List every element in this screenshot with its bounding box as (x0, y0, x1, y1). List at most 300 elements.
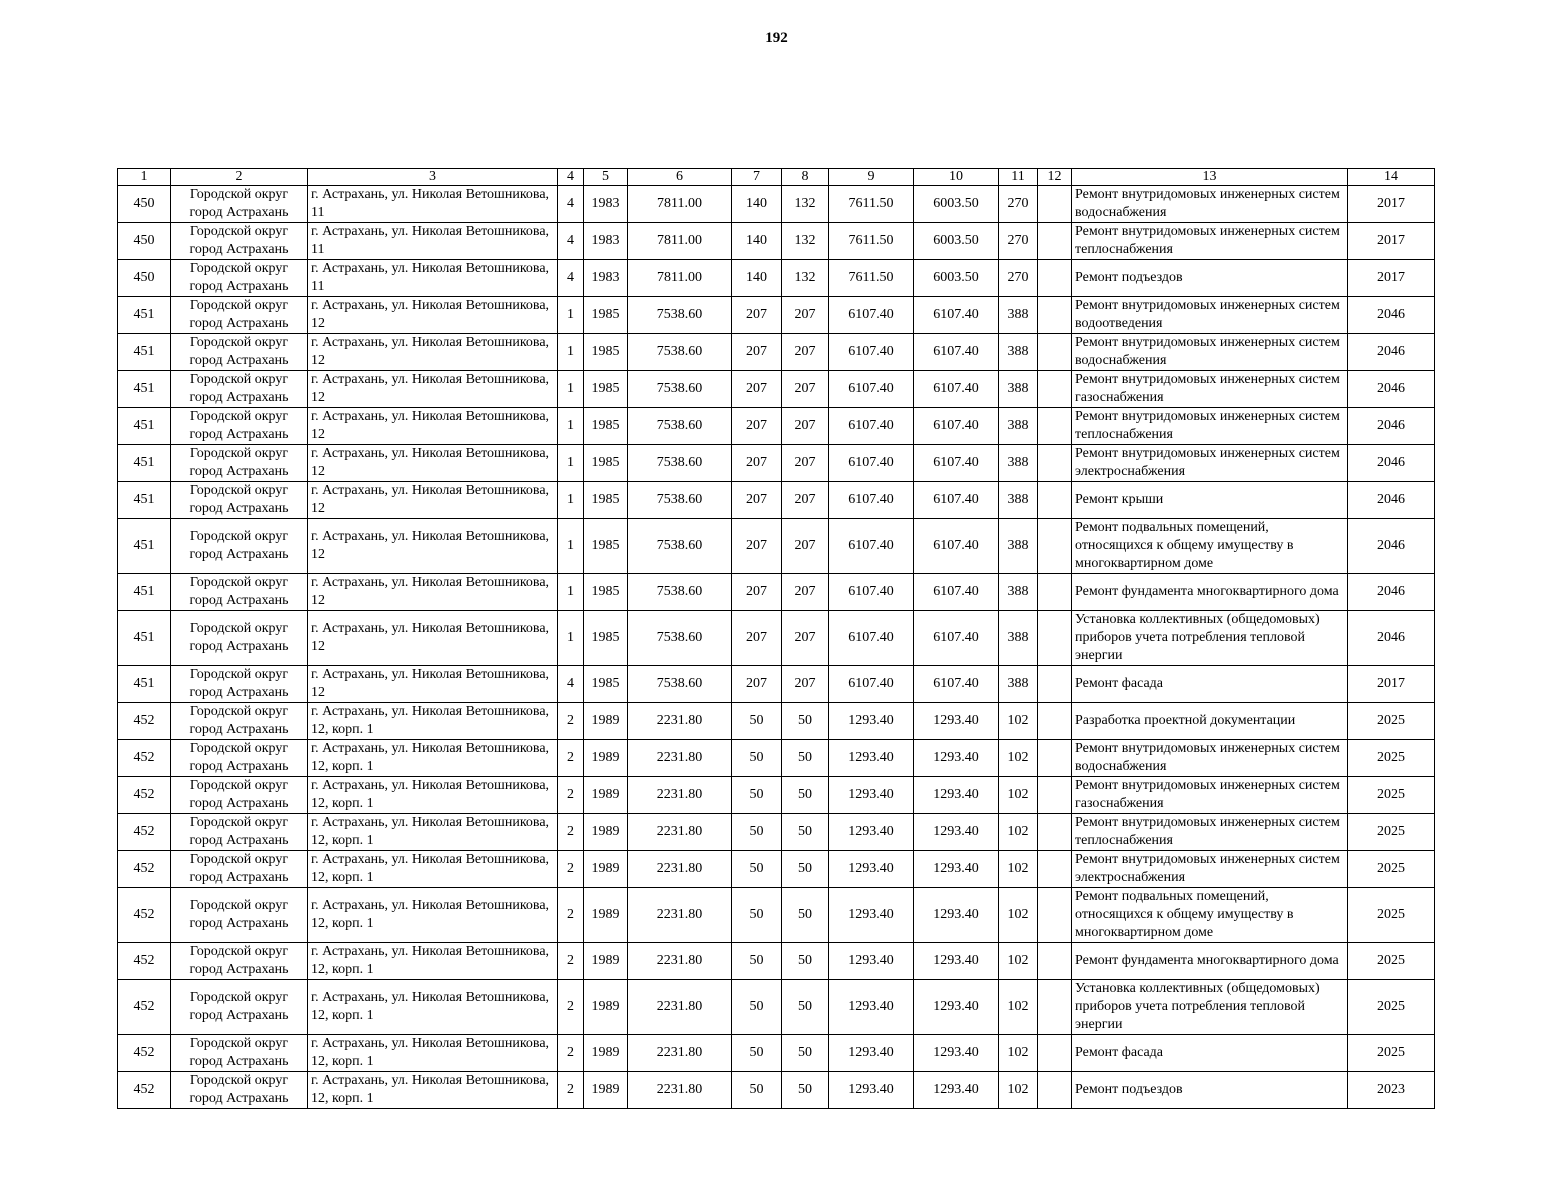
year-built-cell: 1989 (584, 1072, 628, 1109)
work-type-cell: Ремонт внутридомовых инженерных систем водоснабжения (1072, 334, 1348, 371)
year-built-cell: 1989 (584, 943, 628, 980)
floors-cell: 4 (558, 186, 584, 223)
planned-year-cell: 2025 (1348, 703, 1435, 740)
table-row (118, 482, 1435, 519)
work-type-cell: Установка коллективных (общедомовых) приборов учета потребления тепловой энергии (1072, 611, 1348, 666)
floors-cell: 2 (558, 703, 584, 740)
col-12-cell (1038, 574, 1072, 611)
col-10-cell: 6003.50 (914, 260, 999, 297)
col-7-cell: 50 (732, 703, 782, 740)
municipality-cell: Городской округ город Астрахань (171, 777, 308, 814)
col-10-cell: 6107.40 (914, 445, 999, 482)
table-body (118, 186, 1435, 1109)
planned-year-cell: 2025 (1348, 888, 1435, 943)
col-7-cell: 207 (732, 611, 782, 666)
living-area-cell: 1293.40 (829, 740, 914, 777)
total-area-cell: 2231.80 (628, 980, 732, 1035)
floors-cell: 2 (558, 980, 584, 1035)
col-8-cell: 50 (782, 814, 829, 851)
col-7-cell: 207 (732, 371, 782, 408)
floors-cell: 4 (558, 260, 584, 297)
table-row (118, 851, 1435, 888)
col-10-cell: 6107.40 (914, 482, 999, 519)
municipality-cell: Городской округ город Астрахань (171, 888, 308, 943)
living-area-cell: 6107.40 (829, 334, 914, 371)
col-8-cell: 132 (782, 186, 829, 223)
municipality-cell: Городской округ город Астрахань (171, 814, 308, 851)
residents-cell: 388 (999, 519, 1038, 574)
row-number-cell: 451 (118, 574, 171, 611)
living-area-cell: 1293.40 (829, 943, 914, 980)
floors-cell: 4 (558, 223, 584, 260)
year-built-cell: 1985 (584, 334, 628, 371)
col-12-cell (1038, 851, 1072, 888)
planned-year-cell: 2046 (1348, 445, 1435, 482)
residents-cell: 102 (999, 740, 1038, 777)
row-number-cell: 452 (118, 777, 171, 814)
col-8-cell: 207 (782, 334, 829, 371)
planned-year-cell: 2046 (1348, 297, 1435, 334)
residents-cell: 102 (999, 888, 1038, 943)
work-type-cell: Разработка проектной документации (1072, 703, 1348, 740)
municipality-cell: Городской округ город Астрахань (171, 297, 308, 334)
col-12-cell (1038, 740, 1072, 777)
column-number-9: 9 (829, 169, 914, 186)
table-row (118, 408, 1435, 445)
planned-year-cell: 2017 (1348, 666, 1435, 703)
floors-cell: 2 (558, 1035, 584, 1072)
col-12-cell (1038, 297, 1072, 334)
col-8-cell: 207 (782, 519, 829, 574)
planned-year-cell: 2046 (1348, 371, 1435, 408)
col-7-cell: 140 (732, 260, 782, 297)
year-built-cell: 1985 (584, 519, 628, 574)
municipality-cell: Городской округ город Астрахань (171, 482, 308, 519)
total-area-cell: 2231.80 (628, 943, 732, 980)
living-area-cell: 1293.40 (829, 1072, 914, 1109)
residents-cell: 102 (999, 980, 1038, 1035)
planned-year-cell: 2025 (1348, 777, 1435, 814)
table-row (118, 574, 1435, 611)
year-built-cell: 1989 (584, 703, 628, 740)
residents-cell: 388 (999, 297, 1038, 334)
work-type-cell: Ремонт фундамента многоквартирного дома (1072, 943, 1348, 980)
col-7-cell: 50 (732, 851, 782, 888)
col-10-cell: 6107.40 (914, 334, 999, 371)
total-area-cell: 2231.80 (628, 703, 732, 740)
residents-cell: 270 (999, 186, 1038, 223)
column-number-1: 1 (118, 169, 171, 186)
municipality-cell: Городской округ город Астрахань (171, 408, 308, 445)
planned-year-cell: 2017 (1348, 186, 1435, 223)
residents-cell: 388 (999, 666, 1038, 703)
col-7-cell: 207 (732, 666, 782, 703)
address-cell: г. Астрахань, ул. Николая Ветошникова, 12, корп. 1 (308, 980, 558, 1035)
address-cell: г. Астрахань, ул. Николая Ветошникова, 11 (308, 186, 558, 223)
total-area-cell: 7811.00 (628, 223, 732, 260)
col-10-cell: 1293.40 (914, 851, 999, 888)
address-cell: г. Астрахань, ул. Николая Ветошникова, 12 (308, 666, 558, 703)
planned-year-cell: 2046 (1348, 482, 1435, 519)
year-built-cell: 1989 (584, 814, 628, 851)
row-number-cell: 450 (118, 223, 171, 260)
floors-cell: 4 (558, 666, 584, 703)
col-12-cell (1038, 1035, 1072, 1072)
address-cell: г. Астрахань, ул. Николая Ветошникова, 12 (308, 408, 558, 445)
year-built-cell: 1985 (584, 371, 628, 408)
col-10-cell: 6107.40 (914, 408, 999, 445)
col-10-cell: 6107.40 (914, 297, 999, 334)
total-area-cell: 7811.00 (628, 260, 732, 297)
residents-cell: 102 (999, 777, 1038, 814)
total-area-cell: 2231.80 (628, 740, 732, 777)
living-area-cell: 6107.40 (829, 482, 914, 519)
table-row (118, 740, 1435, 777)
column-number-6: 6 (628, 169, 732, 186)
year-built-cell: 1983 (584, 260, 628, 297)
living-area-cell: 6107.40 (829, 445, 914, 482)
living-area-cell: 7611.50 (829, 223, 914, 260)
table-row (118, 371, 1435, 408)
address-cell: г. Астрахань, ул. Николая Ветошникова, 12, корп. 1 (308, 851, 558, 888)
table-row (118, 1072, 1435, 1109)
col-12-cell (1038, 703, 1072, 740)
table-row (118, 334, 1435, 371)
col-10-cell: 1293.40 (914, 1035, 999, 1072)
col-8-cell: 50 (782, 1072, 829, 1109)
year-built-cell: 1989 (584, 777, 628, 814)
work-type-cell: Ремонт внутридомовых инженерных систем теплоснабжения (1072, 408, 1348, 445)
municipality-cell: Городской округ город Астрахань (171, 186, 308, 223)
living-area-cell: 6107.40 (829, 574, 914, 611)
residents-cell: 102 (999, 1072, 1038, 1109)
col-12-cell (1038, 445, 1072, 482)
total-area-cell: 7538.60 (628, 297, 732, 334)
floors-cell: 2 (558, 740, 584, 777)
row-number-cell: 450 (118, 260, 171, 297)
work-type-cell: Ремонт внутридомовых инженерных систем электроснабжения (1072, 445, 1348, 482)
floors-cell: 2 (558, 777, 584, 814)
total-area-cell: 7538.60 (628, 574, 732, 611)
table-row (118, 703, 1435, 740)
residents-cell: 388 (999, 611, 1038, 666)
col-8-cell: 207 (782, 574, 829, 611)
municipality-cell: Городской округ город Астрахань (171, 980, 308, 1035)
living-area-cell: 1293.40 (829, 980, 914, 1035)
work-type-cell: Ремонт внутридомовых инженерных систем теплоснабжения (1072, 223, 1348, 260)
living-area-cell: 1293.40 (829, 703, 914, 740)
row-number-cell: 451 (118, 519, 171, 574)
planned-year-cell: 2025 (1348, 814, 1435, 851)
col-8-cell: 50 (782, 777, 829, 814)
floors-cell: 1 (558, 297, 584, 334)
table-row (118, 888, 1435, 943)
table-row (118, 519, 1435, 574)
col-7-cell: 140 (732, 186, 782, 223)
col-7-cell: 50 (732, 1072, 782, 1109)
total-area-cell: 2231.80 (628, 814, 732, 851)
year-built-cell: 1985 (584, 482, 628, 519)
column-number-5: 5 (584, 169, 628, 186)
work-type-cell: Ремонт крыши (1072, 482, 1348, 519)
col-12-cell (1038, 777, 1072, 814)
col-12-cell (1038, 408, 1072, 445)
row-number-cell: 452 (118, 703, 171, 740)
floors-cell: 2 (558, 851, 584, 888)
floors-cell: 1 (558, 371, 584, 408)
year-built-cell: 1989 (584, 851, 628, 888)
row-number-cell: 452 (118, 943, 171, 980)
address-cell: г. Астрахань, ул. Николая Ветошникова, 12 (308, 297, 558, 334)
address-cell: г. Астрахань, ул. Николая Ветошникова, 12, корп. 1 (308, 703, 558, 740)
row-number-cell: 451 (118, 408, 171, 445)
work-type-cell: Ремонт внутридомовых инженерных систем газоснабжения (1072, 777, 1348, 814)
row-number-cell: 451 (118, 482, 171, 519)
table-row (118, 445, 1435, 482)
municipality-cell: Городской округ город Астрахань (171, 611, 308, 666)
living-area-cell: 6107.40 (829, 371, 914, 408)
column-number-3: 3 (308, 169, 558, 186)
municipality-cell: Городской округ город Астрахань (171, 703, 308, 740)
col-10-cell: 1293.40 (914, 1072, 999, 1109)
column-number-11: 11 (999, 169, 1038, 186)
column-number-10: 10 (914, 169, 999, 186)
row-number-cell: 451 (118, 666, 171, 703)
year-built-cell: 1983 (584, 223, 628, 260)
residents-cell: 102 (999, 851, 1038, 888)
residents-cell: 102 (999, 814, 1038, 851)
col-12-cell (1038, 260, 1072, 297)
col-12-cell (1038, 223, 1072, 260)
living-area-cell: 6107.40 (829, 408, 914, 445)
column-number-8: 8 (782, 169, 829, 186)
col-7-cell: 207 (732, 482, 782, 519)
col-8-cell: 207 (782, 371, 829, 408)
residents-cell: 102 (999, 943, 1038, 980)
row-number-cell: 452 (118, 1072, 171, 1109)
column-number-4: 4 (558, 169, 584, 186)
living-area-cell: 1293.40 (829, 814, 914, 851)
total-area-cell: 7811.00 (628, 186, 732, 223)
living-area-cell: 6107.40 (829, 611, 914, 666)
floors-cell: 2 (558, 814, 584, 851)
table-row (118, 666, 1435, 703)
municipality-cell: Городской округ город Астрахань (171, 519, 308, 574)
column-number-14: 14 (1348, 169, 1435, 186)
address-cell: г. Астрахань, ул. Николая Ветошникова, 12 (308, 334, 558, 371)
work-type-cell: Ремонт подвальных помещений, относящихся к общему имуществу в многоквартирном доме (1072, 888, 1348, 943)
page-number: 192 (765, 30, 788, 46)
address-cell: г. Астрахань, ул. Николая Ветошникова, 12 (308, 445, 558, 482)
col-7-cell: 50 (732, 980, 782, 1035)
year-built-cell: 1985 (584, 611, 628, 666)
row-number-cell: 450 (118, 186, 171, 223)
municipality-cell: Городской округ город Астрахань (171, 1072, 308, 1109)
planned-year-cell: 2025 (1348, 851, 1435, 888)
total-area-cell: 2231.80 (628, 777, 732, 814)
floors-cell: 1 (558, 611, 584, 666)
year-built-cell: 1985 (584, 574, 628, 611)
living-area-cell: 1293.40 (829, 851, 914, 888)
table-row (118, 186, 1435, 223)
col-10-cell: 6107.40 (914, 519, 999, 574)
work-type-cell: Ремонт внутридомовых инженерных систем электроснабжения (1072, 851, 1348, 888)
living-area-cell: 7611.50 (829, 260, 914, 297)
col-7-cell: 50 (732, 943, 782, 980)
work-type-cell: Ремонт внутридомовых инженерных систем водоснабжения (1072, 740, 1348, 777)
col-7-cell: 50 (732, 1035, 782, 1072)
col-7-cell: 207 (732, 408, 782, 445)
table-row (118, 1035, 1435, 1072)
row-number-cell: 451 (118, 611, 171, 666)
total-area-cell: 7538.60 (628, 445, 732, 482)
total-area-cell: 7538.60 (628, 482, 732, 519)
planned-year-cell: 2025 (1348, 980, 1435, 1035)
col-10-cell: 6107.40 (914, 371, 999, 408)
address-cell: г. Астрахань, ул. Николая Ветошникова, 12, корп. 1 (308, 814, 558, 851)
col-8-cell: 132 (782, 223, 829, 260)
municipality-cell: Городской округ город Астрахань (171, 223, 308, 260)
col-10-cell: 6107.40 (914, 666, 999, 703)
col-12-cell (1038, 888, 1072, 943)
table-row (118, 980, 1435, 1035)
col-8-cell: 207 (782, 482, 829, 519)
col-12-cell (1038, 943, 1072, 980)
col-8-cell: 50 (782, 1035, 829, 1072)
capital-repair-table (117, 168, 1435, 1109)
residents-cell: 388 (999, 371, 1038, 408)
row-number-cell: 452 (118, 888, 171, 943)
floors-cell: 1 (558, 334, 584, 371)
total-area-cell: 7538.60 (628, 611, 732, 666)
total-area-cell: 2231.80 (628, 851, 732, 888)
work-type-cell: Ремонт внутридомовых инженерных систем водоотведения (1072, 297, 1348, 334)
year-built-cell: 1985 (584, 297, 628, 334)
col-10-cell: 6107.40 (914, 611, 999, 666)
municipality-cell: Городской округ город Астрахань (171, 740, 308, 777)
year-built-cell: 1985 (584, 408, 628, 445)
work-type-cell: Ремонт подъездов (1072, 260, 1348, 297)
table-row (118, 943, 1435, 980)
municipality-cell: Городской округ город Астрахань (171, 666, 308, 703)
floors-cell: 2 (558, 1072, 584, 1109)
col-12-cell (1038, 482, 1072, 519)
col-8-cell: 207 (782, 297, 829, 334)
planned-year-cell: 2023 (1348, 1072, 1435, 1109)
address-cell: г. Астрахань, ул. Николая Ветошникова, 12 (308, 371, 558, 408)
floors-cell: 1 (558, 482, 584, 519)
col-7-cell: 50 (732, 740, 782, 777)
planned-year-cell: 2046 (1348, 334, 1435, 371)
col-7-cell: 50 (732, 814, 782, 851)
row-number-cell: 452 (118, 740, 171, 777)
floors-cell: 1 (558, 408, 584, 445)
floors-cell: 2 (558, 943, 584, 980)
address-cell: г. Астрахань, ул. Николая Ветошникова, 12, корп. 1 (308, 777, 558, 814)
work-type-cell: Ремонт подвальных помещений, относящихся к общему имуществу в многоквартирном доме (1072, 519, 1348, 574)
col-12-cell (1038, 814, 1072, 851)
municipality-cell: Городской округ город Астрахань (171, 574, 308, 611)
municipality-cell: Городской округ город Астрахань (171, 445, 308, 482)
work-type-cell: Ремонт внутридомовых инженерных систем теплоснабжения (1072, 814, 1348, 851)
row-number-cell: 451 (118, 445, 171, 482)
total-area-cell: 2231.80 (628, 1072, 732, 1109)
col-12-cell (1038, 1072, 1072, 1109)
col-8-cell: 207 (782, 445, 829, 482)
address-cell: г. Астрахань, ул. Николая Ветошникова, 12 (308, 611, 558, 666)
column-number-13: 13 (1072, 169, 1348, 186)
col-12-cell (1038, 371, 1072, 408)
table-row (118, 297, 1435, 334)
col-8-cell: 207 (782, 408, 829, 445)
address-cell: г. Астрахань, ул. Николая Ветошникова, 12, корп. 1 (308, 943, 558, 980)
work-type-cell: Ремонт внутридомовых инженерных систем газоснабжения (1072, 371, 1348, 408)
living-area-cell: 1293.40 (829, 888, 914, 943)
address-cell: г. Астрахань, ул. Николая Ветошникова, 12 (308, 482, 558, 519)
col-12-cell (1038, 334, 1072, 371)
col-10-cell: 6003.50 (914, 223, 999, 260)
living-area-cell: 6107.40 (829, 297, 914, 334)
col-8-cell: 50 (782, 888, 829, 943)
column-number-12: 12 (1038, 169, 1072, 186)
row-number-cell: 451 (118, 297, 171, 334)
floors-cell: 2 (558, 888, 584, 943)
total-area-cell: 7538.60 (628, 371, 732, 408)
col-12-cell (1038, 980, 1072, 1035)
col-10-cell: 1293.40 (914, 814, 999, 851)
col-12-cell (1038, 666, 1072, 703)
residents-cell: 388 (999, 482, 1038, 519)
planned-year-cell: 2025 (1348, 943, 1435, 980)
table-row (118, 814, 1435, 851)
planned-year-cell: 2046 (1348, 574, 1435, 611)
total-area-cell: 7538.60 (628, 519, 732, 574)
column-number-row (118, 169, 1435, 186)
col-7-cell: 207 (732, 445, 782, 482)
year-built-cell: 1989 (584, 888, 628, 943)
year-built-cell: 1985 (584, 445, 628, 482)
year-built-cell: 1989 (584, 980, 628, 1035)
col-12-cell (1038, 186, 1072, 223)
municipality-cell: Городской округ город Астрахань (171, 943, 308, 980)
work-type-cell: Ремонт внутридомовых инженерных систем водоснабжения (1072, 186, 1348, 223)
address-cell: г. Астрахань, ул. Николая Ветошникова, 11 (308, 223, 558, 260)
table-row (118, 260, 1435, 297)
col-7-cell: 207 (732, 519, 782, 574)
col-10-cell: 6003.50 (914, 186, 999, 223)
col-7-cell: 207 (732, 334, 782, 371)
col-10-cell: 1293.40 (914, 980, 999, 1035)
column-number-7: 7 (732, 169, 782, 186)
living-area-cell: 1293.40 (829, 777, 914, 814)
year-built-cell: 1983 (584, 186, 628, 223)
planned-year-cell: 2046 (1348, 408, 1435, 445)
living-area-cell: 1293.40 (829, 1035, 914, 1072)
residents-cell: 270 (999, 223, 1038, 260)
column-number-2: 2 (171, 169, 308, 186)
table-row (118, 777, 1435, 814)
address-cell: г. Астрахань, ул. Николая Ветошникова, 11 (308, 260, 558, 297)
col-10-cell: 1293.40 (914, 740, 999, 777)
work-type-cell: Ремонт подъездов (1072, 1072, 1348, 1109)
col-7-cell: 207 (732, 297, 782, 334)
municipality-cell: Городской округ город Астрахань (171, 851, 308, 888)
living-area-cell: 6107.40 (829, 519, 914, 574)
row-number-cell: 452 (118, 980, 171, 1035)
col-10-cell: 1293.40 (914, 943, 999, 980)
col-7-cell: 140 (732, 223, 782, 260)
residents-cell: 270 (999, 260, 1038, 297)
